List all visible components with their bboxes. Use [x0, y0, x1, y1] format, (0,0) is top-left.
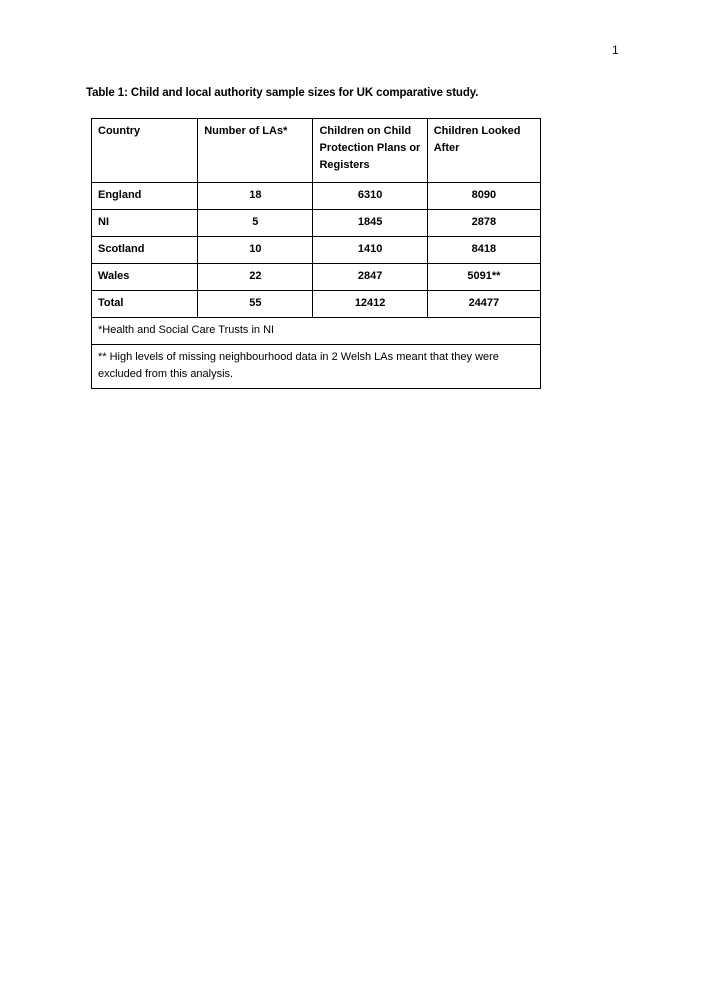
table-row — [92, 237, 541, 264]
country-cell: Scotland — [92, 237, 198, 264]
looked-after-cell: 24477 — [427, 291, 540, 318]
child-protection-cell: 2847 — [313, 264, 427, 291]
las-cell: 10 — [198, 237, 313, 264]
table-row — [92, 183, 541, 210]
child-protection-cell: 1410 — [313, 237, 427, 264]
country-cell: NI — [92, 210, 198, 237]
header-child-protection: Children on Child Protection Plans or Registers — [313, 119, 427, 183]
child-protection-cell: 1845 — [313, 210, 427, 237]
las-cell: 18 — [198, 183, 313, 210]
sample-sizes-table — [91, 118, 541, 389]
table-note-row — [92, 318, 541, 345]
table-note-row — [92, 345, 541, 389]
header-looked-after: Children Looked After — [427, 119, 540, 183]
las-cell: 5 — [198, 210, 313, 237]
header-number-of-las: Number of LAs* — [198, 119, 313, 183]
table-row — [92, 210, 541, 237]
footnote-trusts: *Health and Social Care Trusts in NI — [92, 318, 541, 345]
las-cell: 22 — [198, 264, 313, 291]
looked-after-cell: 8090 — [427, 183, 540, 210]
table-row-total — [92, 291, 541, 318]
looked-after-cell: 5091** — [427, 264, 540, 291]
country-cell: England — [92, 183, 198, 210]
country-cell: Wales — [92, 264, 198, 291]
table-row — [92, 264, 541, 291]
header-country: Country — [92, 119, 198, 183]
las-cell: 55 — [198, 291, 313, 318]
child-protection-cell: 12412 — [313, 291, 427, 318]
page-number: 1 — [612, 43, 619, 57]
country-cell: Total — [92, 291, 198, 318]
table-caption: Table 1: Child and local authority sample sizes for UK comparative study. — [86, 87, 479, 99]
looked-after-cell: 2878 — [427, 210, 540, 237]
table-header-row — [92, 119, 541, 183]
child-protection-cell: 6310 — [313, 183, 427, 210]
looked-after-cell: 8418 — [427, 237, 540, 264]
footnote-missing-data: ** High levels of missing neighbourhood data in 2 Welsh LAs meant that they were excluded from this analysis. — [92, 345, 541, 389]
